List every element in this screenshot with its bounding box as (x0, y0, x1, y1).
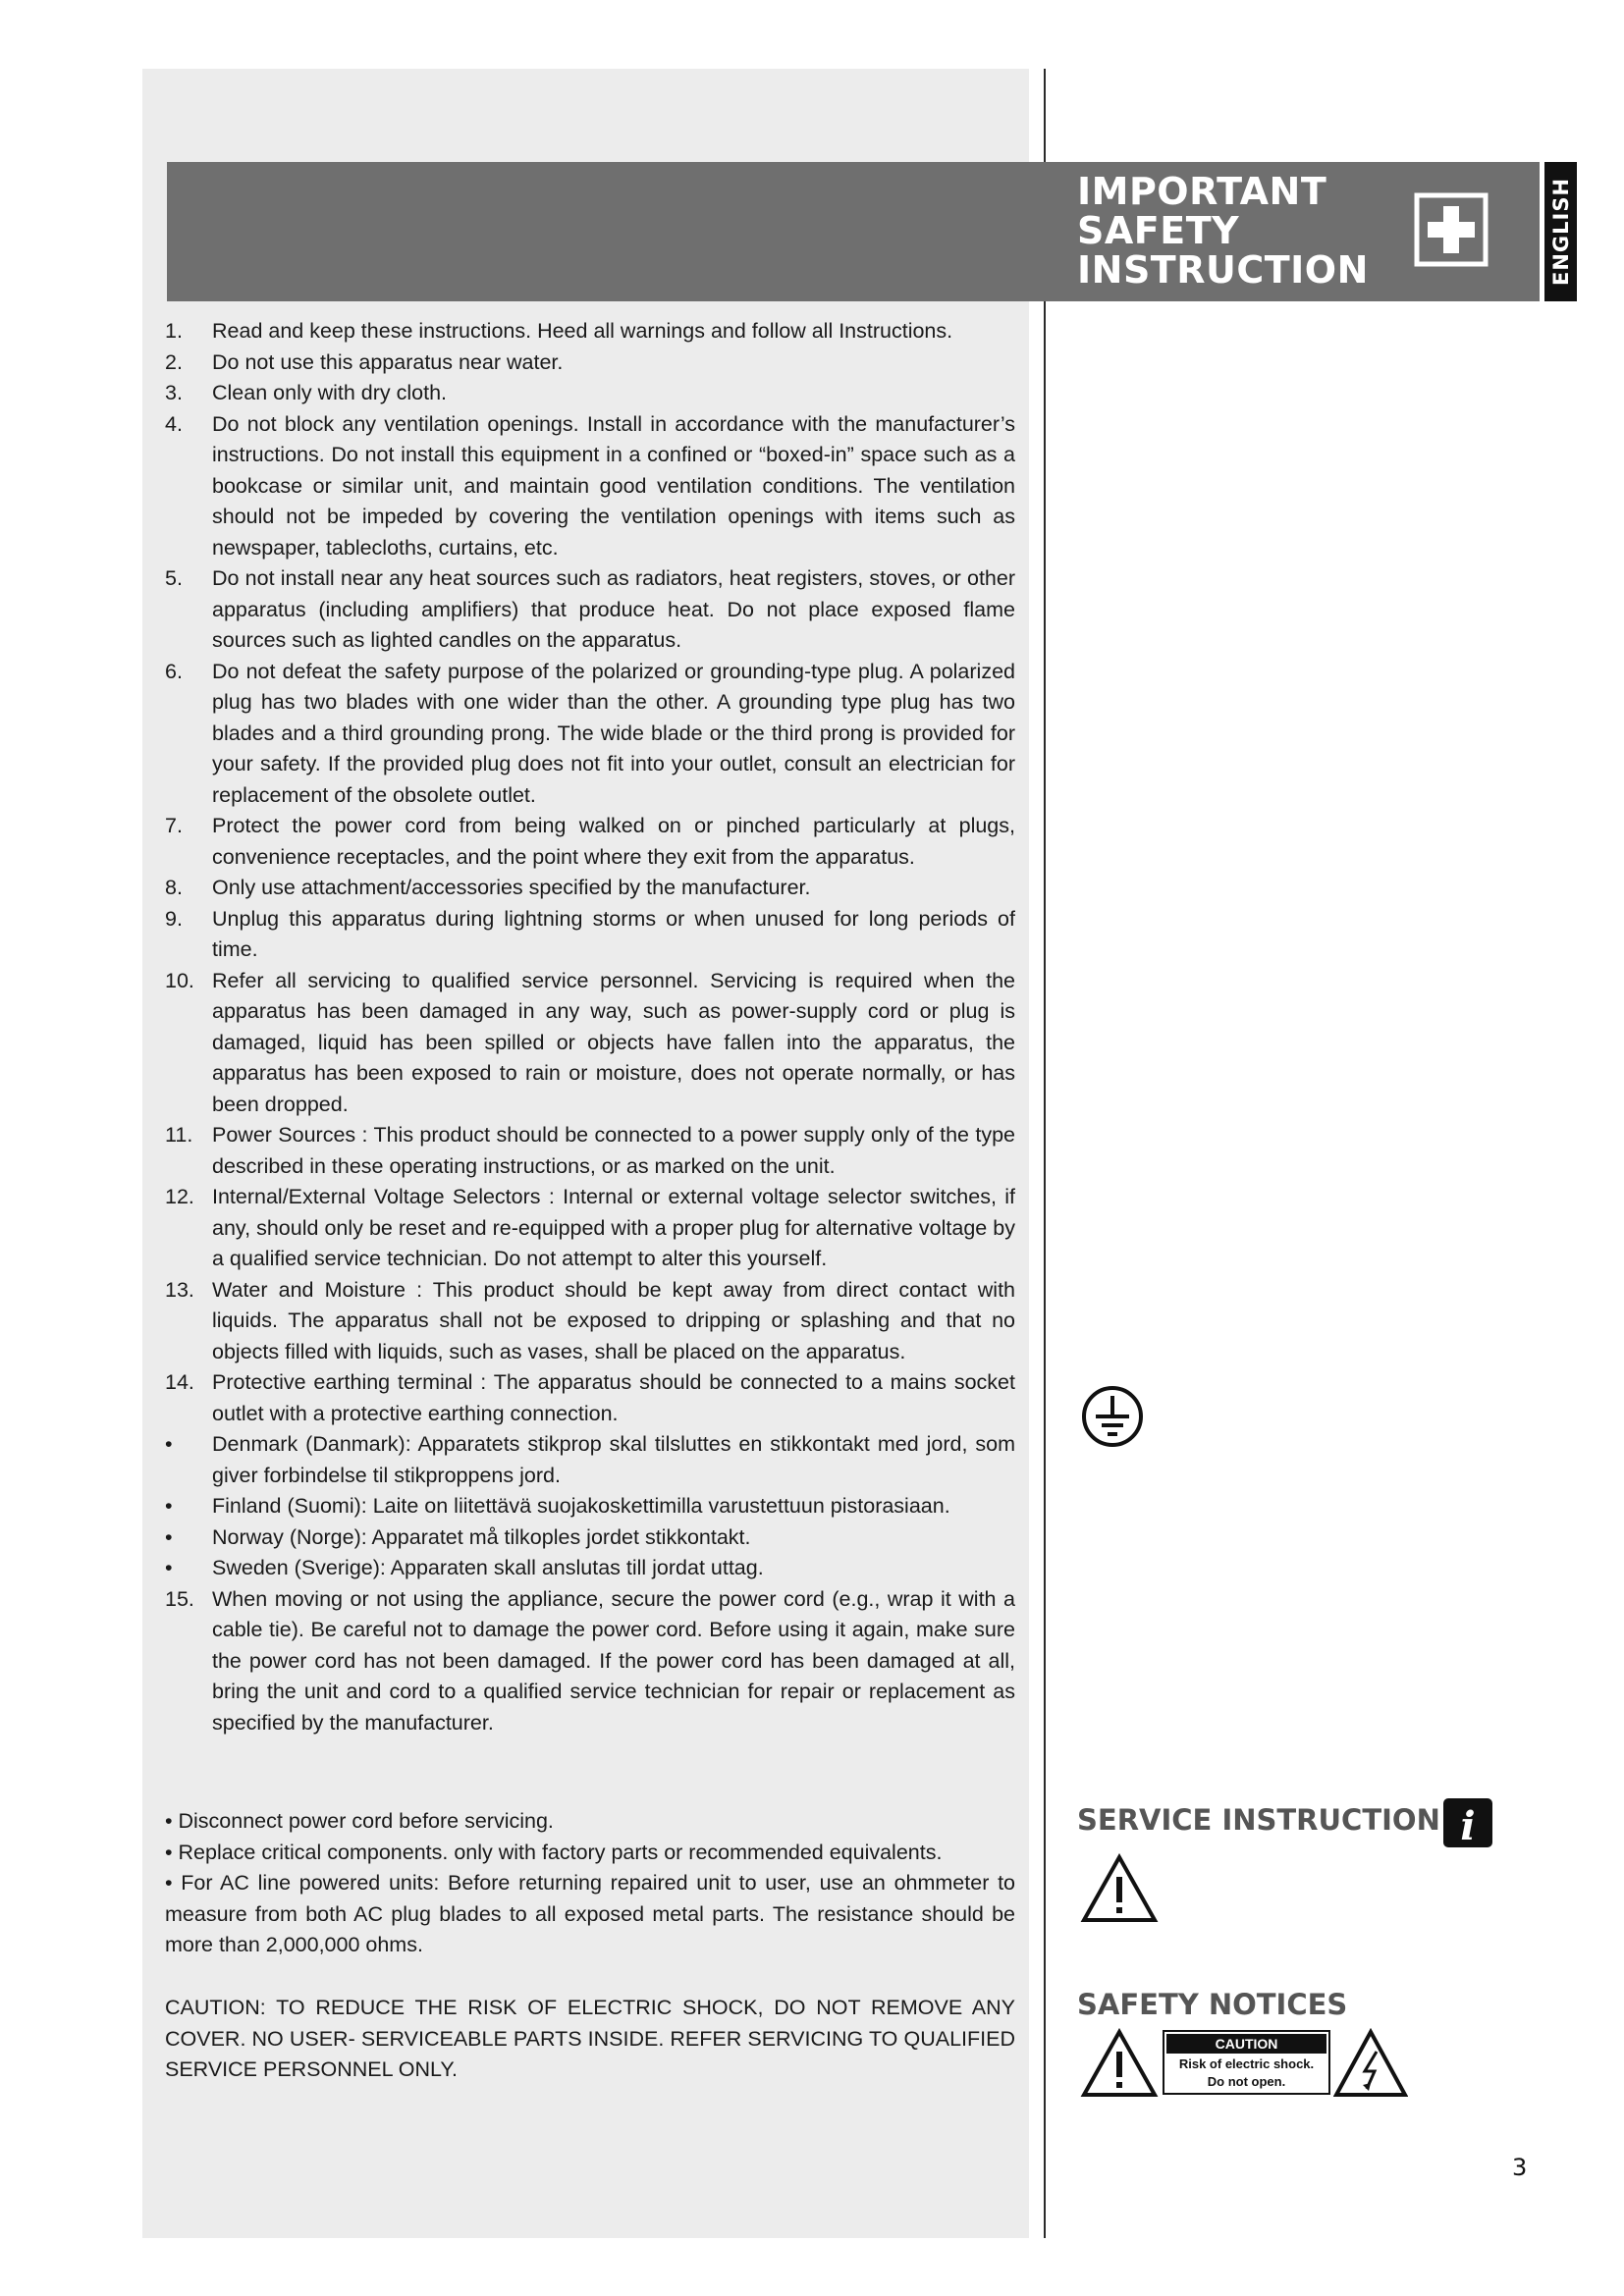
caution-text: CAUTION: TO REDUCE THE RISK OF ELECTRIC SHOCK, DO NOT REMOVE ANY COVER. NO USER- SERVICEABLE PARTS INSIDE. REFER SERVICING TO QUALIFIED SERVICE PERSONNEL ONLY. (165, 1996, 1015, 2081)
title-line: SAFETY (1077, 209, 1240, 252)
caution-label (1163, 2030, 1330, 2095)
language-label: ENGLISH (1548, 177, 1573, 287)
page-number: 3 (1512, 2154, 1528, 2181)
service-instruction-heading: SERVICE INSTRUCTION (1077, 1803, 1440, 1837)
country-note-item: • Norway (Norge): Apparatet må tilkoples jordet stikkontakt. (165, 1524, 751, 1549)
electric-shock-icon (1333, 2028, 1408, 2099)
info-icon (1441, 1796, 1494, 1849)
country-note-item: • Denmark (Danmark): Apparatets stikprop skal tilsluttes en stikkontakt med jord, som giver forbindelse til stikproppens jord. (165, 1432, 1015, 1487)
instruction-item: 7. Protect the power cord from being walked on or pinched particularly at plugs, convenience receptacles, and the point where they exit from the apparatus. (165, 814, 1015, 869)
caution-label-line: Do not open. (1207, 2074, 1286, 2089)
instruction-item: 13. Water and Moisture : This product should be kept away from direct contact with liquids. The apparatus shall not be exposed to dripping or splashing and that no objects filled with liquids, such as vases, shall be placed on the apparatus. (165, 1277, 1015, 1363)
protective-earth-icon (1080, 1384, 1145, 1449)
caution-label-title: CAUTION (1166, 2034, 1326, 2054)
title-line: INSTRUCTION (1077, 248, 1369, 292)
instruction-item: 1. Read and keep these instructions. Heed all warnings and follow all Instructions. (165, 319, 953, 343)
instruction-item: 6. Do not defeat the safety purpose of the polarized or grounding-type plug. A polarized plug has two blades with one wider than the other. A grounding type plug has two blades and a third grounding prong. The wide blade or the third prong is provided for your safety. If the provided plug does not fit into your outlet, consult an electrician for replacement of the obsolete outlet. (165, 659, 1015, 807)
instruction-item: 5. Do not install near any heat sources such as radiators, heat registers, stoves, or other apparatus (including amplifiers) that produce heat. Do not place exposed flame sources such as lighted candles on the apparatus. (165, 566, 1015, 652)
instruction-item: 10. Refer all servicing to qualified service personnel. Servicing is required when the apparatus has been damaged in any way, such as power-supply cord or plug is damaged, liquid has been spilled or objects have fallen into the apparatus, the apparatus has been exposed to rain or moisture, does not operate normally, or has been dropped. (165, 968, 1015, 1116)
instruction-item: 4. Do not block any ventilation openings. Install in accordance with the manufacturer’s instructions. Do not install this equipment in a confined or “boxed-in” space such as a bookcase or similar unit, and maintain good ventilation conditions. The ventilation should not be impeded by covering the ventilation openings with items such as newspaper, tablecloths, curtains, etc. (165, 411, 1015, 560)
instruction-item: 12. Internal/External Voltage Selectors : Internal or external voltage selector switches, if any, should only be reset and re-equipped with a proper plug for alternative voltage by a qualified service technician. Do not attempt to alter this yourself. (165, 1185, 1015, 1270)
country-note-item: • Sweden (Sverige): Apparaten skall anslutas till jordat uttag. (165, 1556, 764, 1579)
svg-text:i: i (1460, 1803, 1476, 1849)
service-notes (165, 1806, 1015, 1961)
column-divider (1044, 69, 1046, 2238)
service-note: • Replace critical components. only with factory parts or recommended equivalents. (165, 1840, 943, 1864)
warning-triangle-icon (1080, 1853, 1159, 1924)
instruction-item: 2. Do not use this apparatus near water. (165, 349, 564, 374)
country-note-item: • Finland (Suomi): Laite on liitettävä suojakoskettimilla varustettuun pistorasiaan. (165, 1494, 950, 1518)
safety-instruction-list (165, 316, 1015, 1738)
instruction-item: 15. When moving or not using the appliance, secure the power cord (e.g., wrap it with a cable tie). Be careful not to damage the power cord. Before using it again, make sure the power cord has not been damaged. If the power cord has been damaged at all, bring the unit and cord to a qualified service technician for repair or replacement as specified by the manufacturer. (165, 1586, 1015, 1735)
title-line: IMPORTANT (1077, 170, 1327, 213)
service-note: • Disconnect power cord before servicing. (165, 1809, 554, 1833)
page-title (1077, 172, 1372, 290)
instruction-item: 8. Only use attachment/accessories specified by the manufacturer. (165, 876, 811, 899)
warning-triangle-icon (1080, 2028, 1159, 2099)
safety-notices-heading: SAFETY NOTICES (1077, 1988, 1348, 2021)
language-tab (1544, 162, 1577, 301)
instruction-item: 11. Power Sources : This product should be connected to a power supply only of the type described in these operating instructions, or as marked on the unit. (165, 1123, 1015, 1178)
instruction-item: 14. Protective earthing terminal : The apparatus should be connected to a mains socket outlet with a protective earthing connection. (165, 1370, 1015, 1425)
caution-label-line: Risk of electric shock. (1178, 2056, 1315, 2071)
instruction-item: 9. Unplug this apparatus during lightning storms or when unused for long periods of time. (165, 906, 1015, 961)
first-aid-cross-icon (1414, 192, 1489, 267)
instruction-item: 3. Clean only with dry cloth. (165, 381, 447, 404)
service-note: • For AC line powered units: Before returning repaired unit to user, use an ohmmeter to measure from both AC plug blades to all exposed metal parts. The resistance should be more than 2,000,000 ohms. (165, 1871, 1015, 1956)
